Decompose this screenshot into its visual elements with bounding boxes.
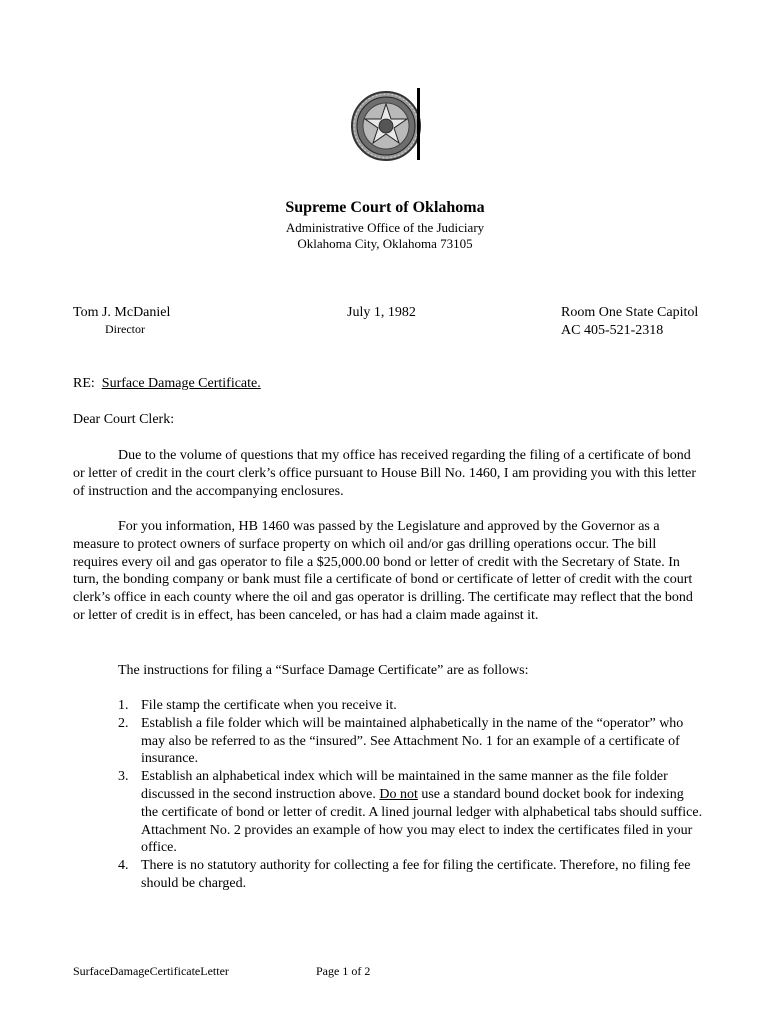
list-item-text-b: use a standard bound docket book for indexing the certificate of bond or letter of credit. A lined journal ledger with alphabetical tabs should suffice. Attachment No. 2 provides an example of how you may elect to index the certificates filed in your office. [141, 786, 703, 856]
subject-line [73, 375, 261, 393]
paragraph-1: Due to the volume of questions that my office has received regarding the filing of a certificate of bond or letter of credit in the court clerk’s office pursuant to House Bill No. 1460, I am providing you with this letter of instruction and the accompanying enclosures. [73, 448, 696, 499]
list-item-number: 1. [118, 698, 129, 713]
list-item [73, 697, 703, 715]
list-item-text-a: Establish an alphabetical index which will be maintained in the same manner as the file folder discussed in the second instruction above. [141, 769, 668, 802]
office-name: Administrative Office of the Judiciary [285, 220, 485, 235]
list-item-text: Establish a file folder which will be maintained alphabetically in the name of the “operator” who may also be referred to as the “insured”. See Attachment No. 1 for an example of a certificate of insurance. [141, 715, 684, 767]
court-name: Supreme Court of Oklahoma [285, 199, 485, 216]
list-item [73, 857, 703, 893]
list-item-number: 3. [118, 769, 129, 785]
seal-icon [350, 88, 422, 164]
office-city: Oklahoma City, Oklahoma 73105 [297, 236, 473, 251]
list-item-text: File stamp the certificate when you receive it. [141, 698, 397, 713]
seal-divider-line [417, 88, 420, 160]
state-seal [350, 88, 422, 164]
subject-prefix: RE: [73, 376, 95, 391]
sender-name: Tom J. McDaniel [73, 305, 171, 320]
footer-page-number: Page 1 of 2 [316, 964, 371, 978]
list-item-number: 4. [118, 858, 129, 874]
list-item-number: 2. [118, 715, 129, 731]
letter-date: July 1, 1982 [347, 305, 416, 320]
salutation: Dear Court Clerk: [73, 412, 175, 427]
sender-title: Director [105, 322, 145, 336]
address-line-1: Room One State Capitol [561, 305, 699, 320]
list-item-emphasis: Do not [379, 786, 418, 802]
footer-filename: SurfaceDamageCertificateLetter [73, 964, 229, 978]
list-item-text: There is no statutory authority for collecting a fee for filing the certificate. Therefore, no filing fee should be charged. [141, 858, 691, 891]
paragraph-3: The instructions for filing a “Surface Damage Certificate” are as follows: [118, 663, 529, 678]
instructions-list [73, 697, 703, 893]
subject-text: Surface Damage Certificate. [101, 376, 261, 391]
address-line-2: AC 405-521-2318 [561, 323, 664, 338]
paragraph-2: For you information, HB 1460 was passed by the Legislature and approved by the Governor as a measure to protect owners of surface property on which oil and/or gas drilling operations occur. The bill requires every oil and gas operator to file a $25,000.00 bond or letter of credit with the Secretary of State. In turn, the bonding company or bank must file a certificate of bond or certificate of letter of credit with the court clerk’s office in each county where the oil and gas operator is drilling. The certificate may reflect that the bond or letter of credit is in effect, has been canceled, or has had a claim made against it. [73, 519, 693, 623]
list-item [73, 768, 703, 857]
list-item [73, 715, 703, 768]
